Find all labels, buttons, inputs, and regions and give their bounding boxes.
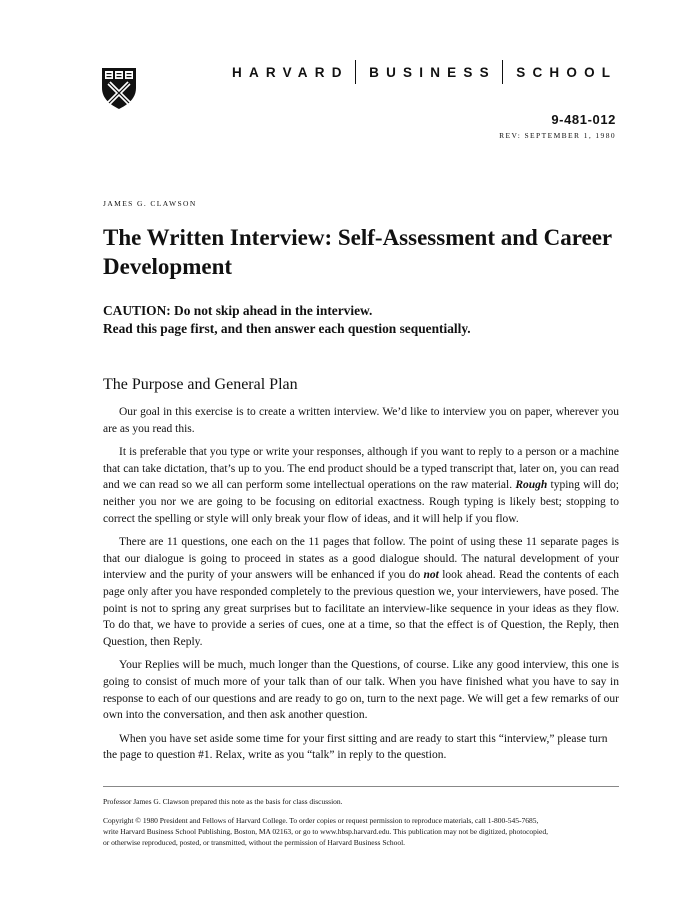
- emphasis-not: not: [423, 569, 439, 582]
- school-word-harvard: HARVARD: [232, 64, 349, 80]
- revision-date: REV: SEPTEMBER 1, 1980: [499, 131, 616, 140]
- copyright-line-2: write Harvard Business School Publishing, Boston, MA 02163, or go to www.hbsp.harvard.edu. This publication may not be digitized, photocopied,: [103, 827, 548, 836]
- paragraph-2: [103, 444, 619, 527]
- paragraph-3-part-a: There are 11 questions, one each on the 11 pages that follow. The point of using these 11 separate pages is that our dialogue is going to proceed in states as a good dialogue should. The natural development of your interview and the purity of your answers will be enhanced if you do: [103, 536, 619, 582]
- paragraph-2-part-b: typing will do; neither you nor we are going to be focusing on editorial exactness. Rough typing is likely best; stopping to correct the spelling or style will only break your flow of ideas, and it will help if you flow.: [103, 479, 619, 525]
- caution-line-2: Read this page first, and then answer each question sequentially.: [103, 321, 471, 336]
- document-title: The Written Interview: Self-Assessment and Career Development: [103, 225, 612, 279]
- emphasis-rough: Rough: [515, 479, 548, 492]
- copyright-notice: [103, 815, 619, 848]
- paragraph-3-part-b: look ahead. Read the contents of each page only after you have responded completely to the previous question we, your interviewers, have posed. The point is not to spring any great surprises but to facilitate an interview-like sequence in your ideas as they flow. To do that, we have to provide a series of cues, one at a time, so that the effect is of Question, the Reply, then Question, then Reply.: [103, 569, 619, 648]
- paragraph-4: Your Replies will be much, much longer than the Questions, of course. Like any good interview, this one is going to consist of much more of your talk than of our talk. When you have finished what you have to say in response to each of our questions and are ready to go on, turn to the next page. We will get a few remarks of our own into the conversation, and then ask another question.: [103, 659, 619, 722]
- school-name: [232, 60, 617, 84]
- footer-divider: [103, 786, 619, 787]
- school-name-divider: [355, 60, 357, 84]
- prepared-note: Professor James G. Clawson prepared this note as the basis for class discussion.: [103, 797, 343, 806]
- author-name: JAMES G. CLAWSON: [103, 199, 197, 208]
- paragraph-2-part-a: It is preferable that you type or write your responses, although if you want to reply to a person or a machine that can take dictation, that’s up to you. The end product should be a typed transcript that, later on, you can read and we can read so we all can perform some intellectual operations on the raw material.: [103, 446, 619, 492]
- document-number: 9-481-012: [551, 112, 616, 127]
- school-name-divider: [502, 60, 504, 84]
- school-word-school: SCHOOL: [516, 64, 618, 80]
- copyright-line-1: Copyright © 1980 President and Fellows of Harvard College. To order copies or request permission to reproduce materials, call 1-800-545-7685,: [103, 816, 539, 825]
- harvard-shield-icon: [100, 66, 138, 110]
- caution-line-1: CAUTION: Do not skip ahead in the interview.: [103, 303, 373, 318]
- copyright-line-3: or otherwise reproduced, posted, or transmitted, without the permission of Harvard Business School.: [103, 838, 406, 847]
- paragraph-5: When you have set aside some time for your first sitting and are ready to start this “interview,” please turn the page to question #1. Relax, write as you “talk” in reply to the question.: [103, 732, 608, 762]
- body-text: [103, 404, 619, 771]
- school-word-business: BUSINESS: [369, 64, 496, 80]
- section-heading: The Purpose and General Plan: [103, 376, 298, 393]
- caution-notice: [103, 302, 623, 338]
- paragraph-1: Our goal in this exercise is to create a written interview. We’d like to interview you on paper, wherever you are as you read this.: [103, 406, 619, 435]
- paragraph-3: [103, 534, 619, 650]
